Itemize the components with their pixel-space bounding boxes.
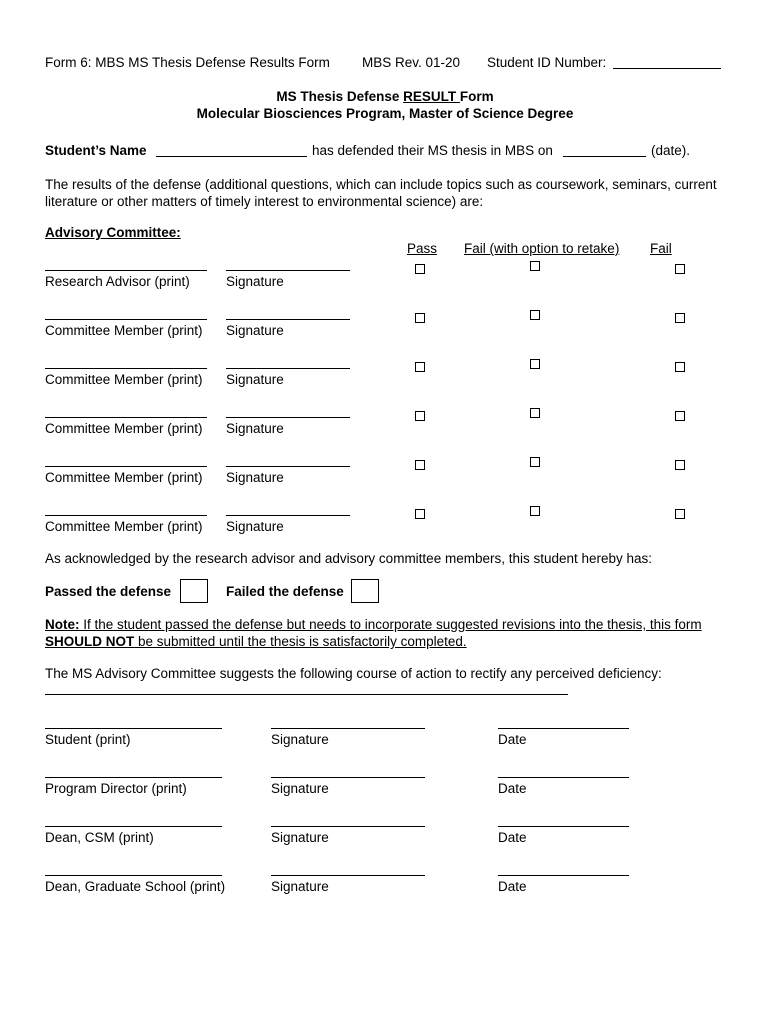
column-fail-retake: Fail (with option to retake) — [464, 241, 620, 256]
print-name-field[interactable] — [45, 466, 207, 467]
print-label: Student (print) — [45, 732, 131, 747]
pass-checkbox[interactable] — [415, 509, 425, 519]
signature-label: Signature — [271, 879, 329, 894]
signature-field[interactable] — [226, 368, 350, 369]
fail-retake-checkbox[interactable] — [530, 310, 540, 320]
date-label: Date — [498, 732, 527, 747]
column-fail: Fail — [650, 241, 672, 256]
pass-checkbox[interactable] — [415, 362, 425, 372]
signature-label: Signature — [226, 470, 284, 485]
defense-date-field[interactable] — [563, 156, 646, 157]
print-name-field[interactable] — [45, 826, 222, 827]
pass-checkbox[interactable] — [415, 313, 425, 323]
signature-label: Signature — [226, 421, 284, 436]
signature-label: Signature — [271, 781, 329, 796]
pass-checkbox[interactable] — [415, 411, 425, 421]
fail-checkbox[interactable] — [675, 313, 685, 323]
fail-checkbox[interactable] — [675, 362, 685, 372]
student-name-label: Student’s Name — [45, 143, 147, 158]
fail-retake-checkbox[interactable] — [530, 506, 540, 516]
signature-label: Signature — [226, 323, 284, 338]
suggestion-text: The MS Advisory Committee suggests the following course of action to rectify any perceived deficiency: — [45, 666, 662, 681]
date-suffix: (date). — [651, 143, 691, 158]
print-name-field[interactable] — [45, 368, 207, 369]
advisory-committee-heading: Advisory Committee: — [45, 225, 181, 240]
failed-defense-checkbox[interactable] — [351, 579, 379, 603]
date-label: Date — [498, 781, 527, 796]
print-name-field[interactable] — [45, 728, 222, 729]
fail-checkbox[interactable] — [675, 264, 685, 274]
print-label: Dean, Graduate School (print) — [45, 879, 226, 894]
print-label: Committee Member (print) — [45, 470, 203, 485]
fail-checkbox[interactable] — [675, 460, 685, 470]
signature-field[interactable] — [226, 319, 350, 320]
print-name-field[interactable] — [45, 417, 207, 418]
signature-field[interactable] — [271, 728, 425, 729]
acknowledgement-text: As acknowledged by the research advisor and advisory committee members, this student hereby has: — [45, 551, 653, 566]
note-paragraph: Note: If the student passed the defense but needs to incorporate suggested revisions into the thesis, this form SHOULD NOT be submitted until the thesis is satisfactorily completed. — [45, 617, 702, 649]
column-pass: Pass — [407, 241, 438, 256]
print-label: Committee Member (print) — [45, 519, 203, 534]
student-id-field[interactable] — [613, 68, 721, 69]
date-field[interactable] — [498, 777, 629, 778]
print-name-field[interactable] — [45, 875, 222, 876]
signature-field[interactable] — [271, 875, 425, 876]
date-label: Date — [498, 830, 527, 845]
failed-defense-label: Failed the defense — [226, 584, 344, 599]
page-subtitle: Molecular Biosciences Program, Master of Science Degree — [196, 106, 574, 121]
signature-label: Signature — [226, 274, 284, 289]
form-number: Form 6: MBS MS Thesis Defense Results Form — [45, 55, 330, 70]
pass-checkbox[interactable] — [415, 460, 425, 470]
fail-checkbox[interactable] — [675, 411, 685, 421]
signature-field[interactable] — [271, 777, 425, 778]
student-name-field[interactable] — [156, 156, 307, 157]
date-field[interactable] — [498, 875, 629, 876]
intro-paragraph: The results of the defense (additional questions, which can include topics such as coursework, seminars, current literature or other matters of timely interest to environmental science) are: — [45, 177, 717, 209]
print-label: Committee Member (print) — [45, 323, 203, 338]
fail-checkbox[interactable] — [675, 509, 685, 519]
print-label: Program Director (print) — [45, 781, 187, 796]
print-label: Research Advisor (print) — [45, 274, 190, 289]
print-name-field[interactable] — [45, 777, 222, 778]
page-title: MS Thesis Defense RESULT Form — [276, 89, 494, 104]
print-label: Committee Member (print) — [45, 372, 203, 387]
signature-field[interactable] — [226, 515, 350, 516]
signature-field[interactable] — [271, 826, 425, 827]
form-revision: MBS Rev. 01-20 — [362, 55, 461, 70]
defended-text: has defended their MS thesis in MBS on — [312, 143, 553, 158]
print-label: Committee Member (print) — [45, 421, 203, 436]
pass-checkbox[interactable] — [415, 264, 425, 274]
passed-defense-label: Passed the defense — [45, 584, 172, 599]
date-label: Date — [498, 879, 527, 894]
fail-retake-checkbox[interactable] — [530, 261, 540, 271]
print-name-field[interactable] — [45, 319, 207, 320]
signature-label: Signature — [271, 830, 329, 845]
date-field[interactable] — [498, 728, 629, 729]
passed-defense-checkbox[interactable] — [180, 579, 208, 603]
signature-field[interactable] — [226, 417, 350, 418]
suggestion-field[interactable] — [45, 694, 568, 695]
signature-field[interactable] — [226, 466, 350, 467]
signature-label: Signature — [226, 372, 284, 387]
student-id-label: Student ID Number: — [487, 55, 607, 70]
print-label: Dean, CSM (print) — [45, 830, 154, 845]
date-field[interactable] — [498, 826, 629, 827]
fail-retake-checkbox[interactable] — [530, 408, 540, 418]
signature-field[interactable] — [226, 270, 350, 271]
signature-label: Signature — [271, 732, 329, 747]
print-name-field[interactable] — [45, 515, 207, 516]
signature-label: Signature — [226, 519, 284, 534]
print-name-field[interactable] — [45, 270, 207, 271]
fail-retake-checkbox[interactable] — [530, 359, 540, 369]
fail-retake-checkbox[interactable] — [530, 457, 540, 467]
